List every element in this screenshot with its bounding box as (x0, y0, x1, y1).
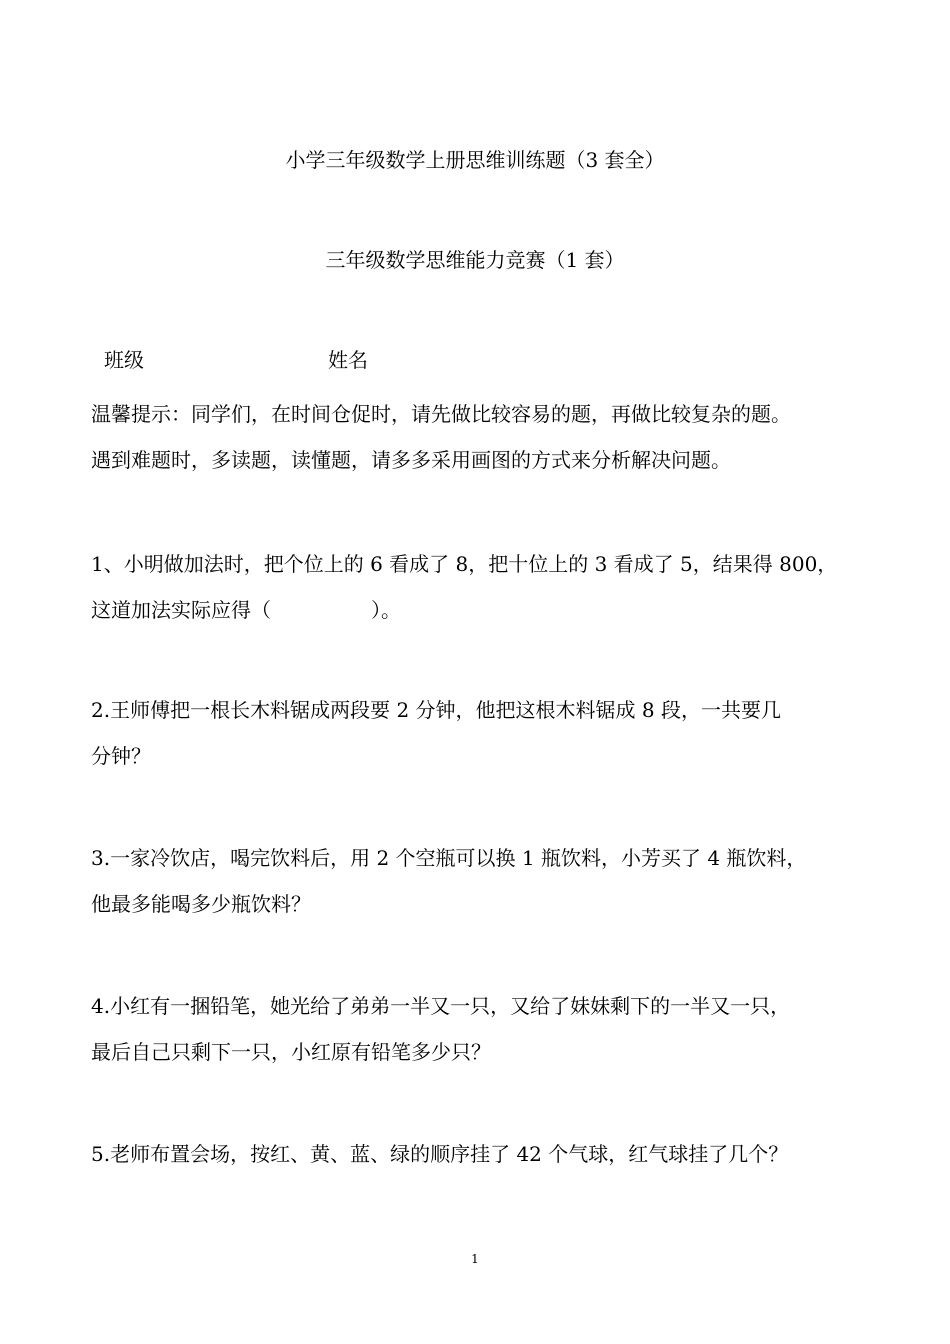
question-line: 这道加法实际应得（ ）。 (91, 598, 401, 622)
tip-line: 遇到难题时，多读题，读懂题，请多多采用画图的方式来分析解决问题。 (91, 448, 731, 472)
question-5 (91, 1140, 871, 1168)
question-2 (91, 696, 871, 770)
question-line: 2.王师傅把一根长木料锯成两段要 2 分钟，他把这根木料锯成 8 段，一共要几 (91, 698, 781, 722)
question-line: 1、小明做加法时，把个位上的 6 看成了 8，把十位上的 3 看成了 5，结果得 800， (91, 552, 838, 576)
page-number: 1 (471, 1252, 479, 1266)
tip-line: 温馨提示：同学们，在时间仓促时，请先做比较容易的题，再做比较复杂的题。 (91, 402, 791, 426)
question-line: 他最多能喝多少瓶饮料？ (91, 892, 311, 916)
sub-title: 三年级数学思维能力竞赛（1 套） (325, 248, 625, 272)
question-1 (91, 550, 871, 624)
main-title: 小学三年级数学上册思维训练题（3 套全） (285, 148, 665, 172)
name-label: 姓名 (328, 348, 368, 372)
question-4 (91, 992, 871, 1066)
question-line: 分钟？ (91, 744, 151, 768)
question-line: 4.小红有一捆铅笔，她光给了弟弟一半又一只，又给了妹妹剩下的一半又一只， (91, 994, 791, 1018)
question-line: 5.老师布置会场，按红、黄、蓝、绿的顺序挂了 42 个气球，红气球挂了几个？ (91, 1142, 789, 1166)
question-3 (91, 844, 871, 918)
question-line: 3.一家冷饮店，喝完饮料后，用 2 个空瓶可以换 1 瓶饮料，小芳买了 4 瓶饮料， (91, 846, 807, 870)
question-line: 最后自己只剩下一只，小红原有铅笔多少只？ (91, 1040, 491, 1064)
class-label: 班级 (104, 348, 144, 372)
tip-paragraph (91, 400, 871, 474)
